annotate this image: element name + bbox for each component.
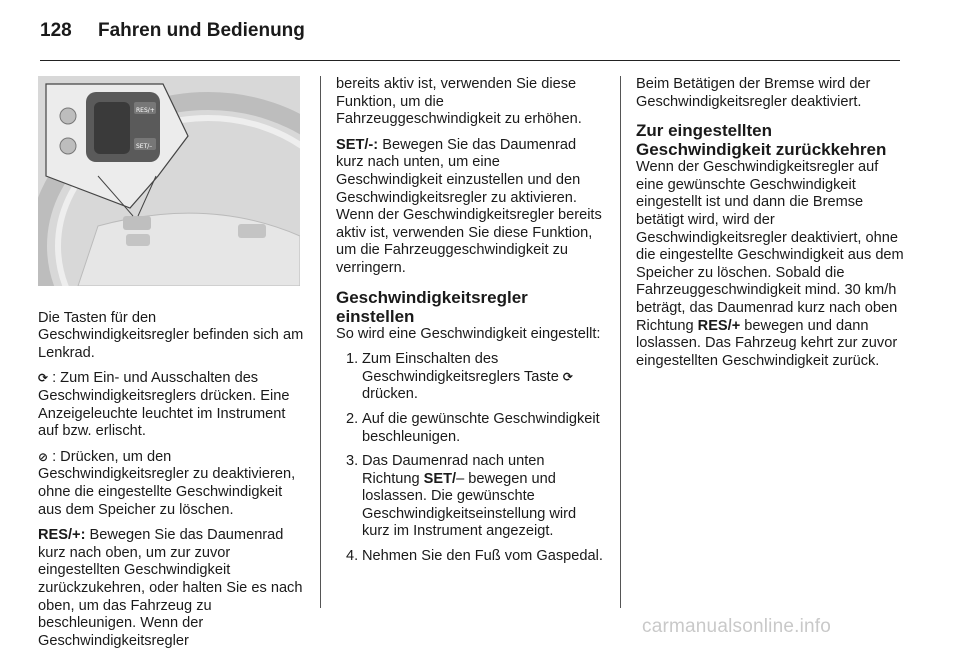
page-title: Fahren und Bedienung: [98, 20, 305, 41]
paragraph-res: RES/+: Bewegen Sie das Daumenrad kurz nach oben, um zur zuvor eingestellten Geschwindigkeit zurückzukehren, oder halten Sie es nach oben, um das Fahrzeug zu beschleunigen. Wenn der Geschwindigkeitsregler: [38, 527, 303, 649]
steps-list: [336, 351, 606, 566]
page-number: 128: [40, 20, 72, 41]
section-heading-einstellen: Geschwindigkeitsregler einstellen: [336, 287, 528, 326]
list-item: 3. Das Daumenrad nach unten Richtung SET/– bewegen und loslassen. Die gewünschte Geschwindigkeitseinstellung wird kurz im Instrument angezeigt.: [346, 453, 577, 540]
column-divider: [320, 76, 321, 608]
paragraph-onoff: ⟳ : Zum Ein- und Ausschalten des Geschwindigkeitsreglers drücken. Eine Anzeigeleuchte leuchtet im Instrument auf bzw. erlischt.: [38, 370, 290, 440]
res-plus-label: RES/+: [136, 107, 155, 114]
cruise-control-icon: ⟳: [38, 371, 49, 386]
column-2: [336, 76, 606, 573]
steps-intro: So wird eine Geschwindigkeit eingestellt:: [336, 325, 601, 342]
section-heading-zurueck: Zur eingestellten Geschwindigkeit zurückkehren: [636, 121, 887, 160]
figure-caption: Die Tasten für den Geschwindigkeitsregler befinden sich am Lenkrad.: [38, 309, 304, 361]
page-header: [40, 20, 900, 50]
column-3: [636, 76, 904, 378]
list-item: 2. Auf die gewünschte Geschwindigkeit beschleunigen.: [346, 410, 600, 445]
paragraph-resume: Wenn der Geschwindigkeitsregler auf eine gewünschte Geschwindigkeit eingestellt ist und dann die Bremse betätigt wird, wird der Geschwindigkeitsregler deaktiviert, ohne die eingestellte Geschwindigkeit aus dem Speicher zu löschen. Sobald die Fahrzeuggeschwindigkeit mind. 30 km/h beträgt, das Daumenrad kurz nach oben Richtung RES/+ bewegen und dann loslassen. Das Fahrzeug kehrt zur zuvor eingestellten Geschwindigkeit zurück.: [636, 159, 904, 369]
set-minus-label: SET/–: [136, 143, 153, 150]
column-divider: [620, 76, 621, 608]
paragraph-brake: Beim Betätigen der Bremse wird der Geschwindigkeitsregler deaktiviert.: [636, 76, 871, 110]
paragraph-cancel: ⊘ : Drücken, um den Geschwindigkeitsregler zu deaktivieren, ohne die eingestellte Geschwindigkeit aus dem Speicher zu löschen.: [38, 448, 296, 518]
steering-wheel-figure: [38, 76, 300, 286]
watermark: carmanualsonline.info: [642, 616, 832, 637]
paragraph-res-cont: bereits aktiv ist, verwenden Sie diese Funktion, um die Fahrzeuggeschwindigkeit zu erhöhen.: [336, 76, 582, 128]
list-item: 4. Nehmen Sie den Fuß vom Gaspedal.: [346, 548, 603, 565]
header-rule: [40, 60, 900, 61]
cruise-control-icon: ⟳: [562, 369, 573, 384]
list-item: 1. Zum Einschalten des Geschwindigkeitsreglers Taste ⟳ drücken.: [346, 351, 573, 403]
cruise-cancel-icon: ⊘: [38, 449, 49, 464]
paragraph-set: SET/-: Bewegen Sie das Daumenrad kurz nach unten, um eine Geschwindigkeit einzustellen und den Geschwindigkeitsregler zu aktivieren. Wenn der Geschwindigkeitsregler bereits aktiv ist, verwenden Sie diese Funktion, um die Fahrzeuggeschwindigkeit zu verringern.: [336, 136, 602, 276]
column-1: [38, 76, 308, 658]
